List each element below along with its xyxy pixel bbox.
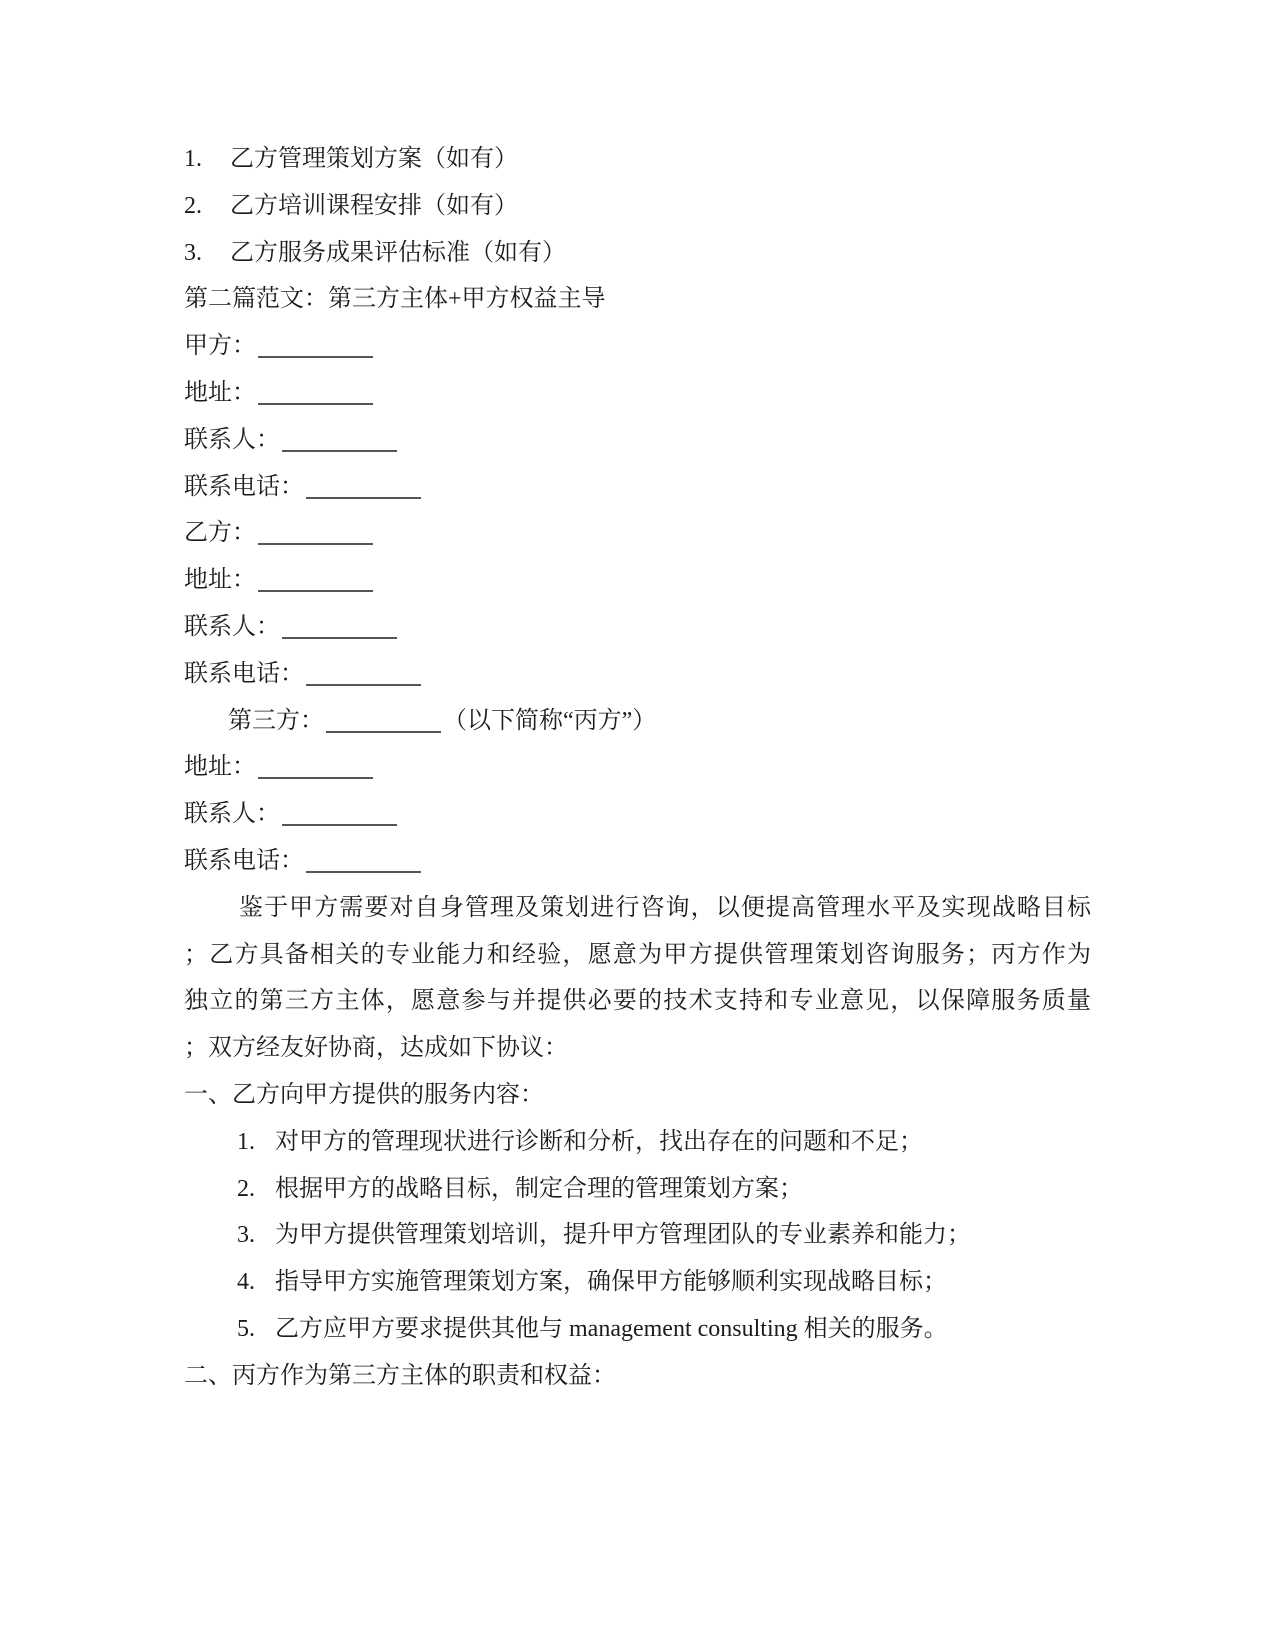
text-run: 对甲方的管理现状进行诊断和分析，找出存在的问题和不足；	[275, 1128, 923, 1155]
text-run: 乙方管理策划方案（如有）	[230, 146, 518, 172]
list-number: 3.	[184, 239, 202, 266]
document-content	[184, 136, 1091, 1400]
list-item-inner	[184, 1306, 1091, 1353]
list-item-top	[184, 136, 1091, 183]
form-field-line	[184, 370, 1091, 417]
text-run: 联系电话：	[184, 847, 304, 874]
text-run: 鉴于甲方需要对自身管理及策划进行咨询，以便提高管理水平及实现战略目标	[239, 894, 1091, 921]
form-field-line	[184, 838, 1091, 885]
list-number: 1.	[237, 1128, 255, 1155]
text-run: 一、乙方向甲方提供的服务内容：	[184, 1081, 544, 1108]
form-field-line	[184, 744, 1091, 791]
blank-underline-field	[306, 662, 421, 686]
text-run: 联系电话：	[184, 660, 304, 687]
text-run: 乙方应甲方要求提供其他与 management consulting 相关的服务。	[275, 1315, 948, 1342]
blank-underline-field	[306, 475, 421, 499]
list-item-inner	[184, 1259, 1091, 1306]
list-number: 2.	[237, 1175, 255, 1202]
text-run: 独立的第三方主体，愿意参与并提供必要的技术支持和专业意见，以保障服务质量	[184, 988, 1091, 1015]
list-number: 4.	[237, 1269, 255, 1296]
blank-underline-field	[258, 568, 373, 592]
blank-underline-field	[258, 381, 373, 405]
section-heading	[184, 1353, 1091, 1400]
text-run: ；双方经友好协商，达成如下协议：	[184, 1035, 568, 1062]
text-run: 地址：	[184, 567, 256, 594]
text-run: 第三方：	[228, 707, 324, 734]
list-number: 5.	[237, 1315, 255, 1342]
text-run: 联系人：	[184, 613, 280, 640]
text-run: 地址：	[184, 754, 256, 781]
form-field-line	[184, 604, 1091, 651]
list-item-inner	[184, 1119, 1091, 1166]
form-field-line	[184, 698, 1091, 745]
text-run: 第二篇范文：第三方主体+甲方权益主导	[184, 286, 606, 313]
text-run: （以下简称“丙方”）	[443, 707, 657, 734]
text-run: 甲方：	[184, 333, 256, 360]
section-heading	[184, 276, 1091, 323]
text-run: 联系电话：	[184, 473, 304, 500]
text-run: 乙方服务成果评估标准（如有）	[230, 239, 566, 266]
list-item-top	[184, 183, 1091, 230]
text-run: 乙方培训课程安排（如有）	[230, 192, 518, 219]
list-item-inner	[184, 1166, 1091, 1213]
paragraph-line	[184, 1025, 1091, 1072]
form-field-line	[184, 323, 1091, 370]
text-run: 联系人：	[184, 426, 280, 453]
section-heading	[184, 1072, 1091, 1119]
text-run: 根据甲方的战略目标，制定合理的管理策划方案；	[275, 1175, 803, 1202]
blank-underline-field	[306, 849, 421, 873]
blank-underline-field	[326, 709, 441, 733]
form-field-line	[184, 417, 1091, 464]
form-field-line	[184, 791, 1091, 838]
list-item-top	[184, 230, 1091, 277]
text-run: 地址：	[184, 379, 256, 406]
form-field-line	[184, 651, 1091, 698]
blank-underline-field	[258, 755, 373, 779]
form-field-line	[184, 510, 1091, 557]
text-run: 联系人：	[184, 801, 280, 828]
list-number: 1.	[184, 146, 202, 172]
blank-underline-field	[282, 802, 397, 826]
blank-underline-field	[258, 334, 373, 358]
list-number: 3.	[237, 1222, 255, 1249]
blank-underline-field	[282, 428, 397, 452]
paragraph-line	[184, 885, 1091, 932]
list-item-inner	[184, 1212, 1091, 1259]
form-field-line	[184, 557, 1091, 604]
text-run: ；乙方具备相关的专业能力和经验，愿意为甲方提供管理策划咨询服务；丙方作为	[184, 941, 1091, 968]
paragraph-line	[184, 978, 1091, 1025]
text-run: 为甲方提供管理策划培训，提升甲方管理团队的专业素养和能力；	[275, 1222, 971, 1249]
blank-underline-field	[282, 615, 397, 639]
paragraph-line	[184, 932, 1091, 979]
blank-underline-field	[258, 521, 373, 545]
form-field-line	[184, 464, 1091, 511]
text-run: 乙方：	[184, 520, 256, 547]
text-run: 指导甲方实施管理策划方案，确保甲方能够顺利实现战略目标；	[275, 1269, 947, 1296]
list-number: 2.	[184, 192, 202, 219]
text-run: 二、丙方作为第三方主体的职责和权益：	[184, 1362, 616, 1389]
